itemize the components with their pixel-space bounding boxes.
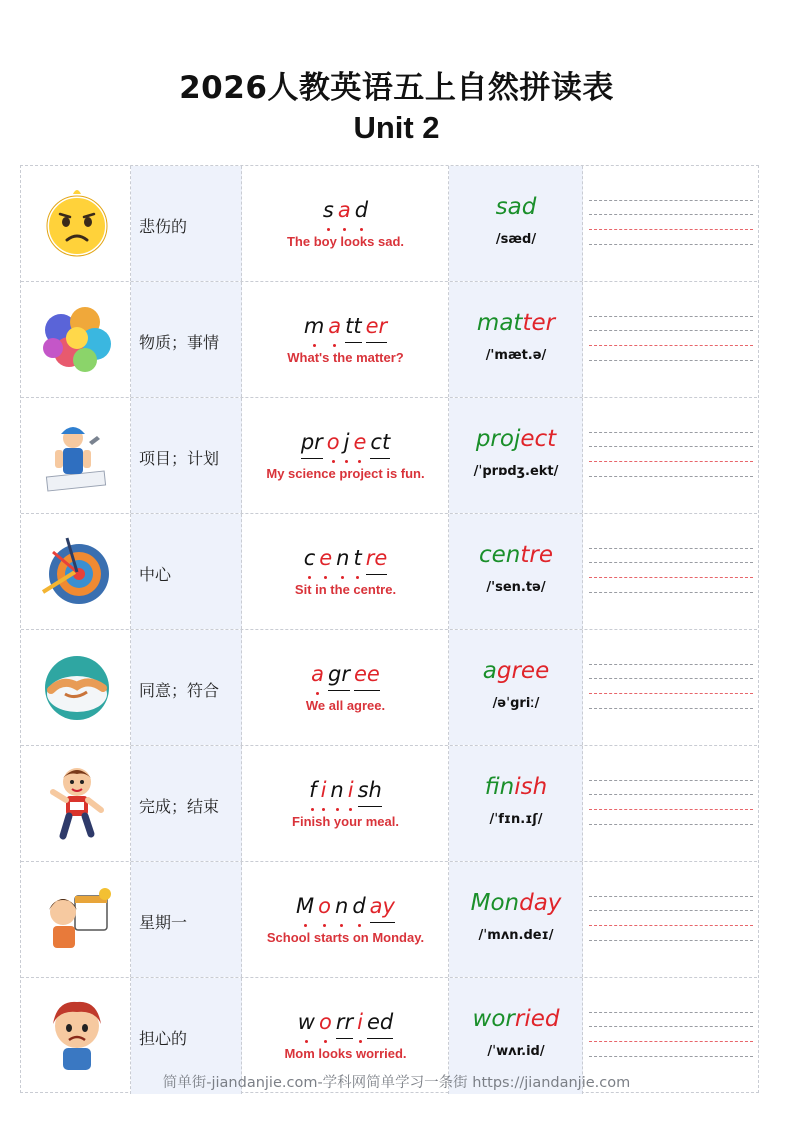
word-part: wor [472,1006,515,1032]
phonics-segment: a [328,314,342,338]
phonics-segment: o [318,1010,332,1034]
chinese-meaning: 项目；计划 [139,449,220,468]
word-cell [449,746,583,861]
word-part: sad [495,194,537,220]
word-part: gree [496,658,550,684]
writing-practice-area[interactable] [583,630,757,745]
phonics-segment: i [357,1010,363,1034]
phonics-breakdown [242,1010,449,1034]
chinese-meaning: 物质；事情 [139,333,220,352]
page-title: 2026人教英语五上自然拼读表 [179,70,614,106]
target-icon [39,532,115,612]
writing-guide-line [589,940,753,941]
word-part: a [482,658,497,684]
writing-guide-line [589,910,753,911]
picture-cell [21,862,131,977]
word-part: ish [514,774,548,800]
phonics-segment: o [326,430,340,454]
baseline-guide [589,577,753,578]
phonics-segment: a [337,198,351,222]
phonetic-transcription: /əˈgriː/ [492,696,540,711]
writing-guide-line [589,824,753,825]
word-cell [449,514,583,629]
table-row [21,398,757,514]
phonics-segment: ct [370,430,391,454]
handshake-icon [39,648,115,728]
baseline-guide [589,229,753,230]
picture-cell [21,514,131,629]
spelling-cell [242,746,449,861]
spelling-cell [242,862,449,977]
phonetic-transcription: /'sen.tə/ [486,580,546,595]
example-sentence: The boy looks sad. [286,234,405,249]
phonics-breakdown [242,778,449,802]
table-row [21,166,757,282]
phonics-segment: t [353,546,362,570]
writing-guide-line [589,562,753,563]
english-word [449,1006,583,1032]
phonics-breakdown [242,894,449,918]
english-word [449,426,583,452]
phonics-segment: f [309,778,317,802]
phonics-segment: ay [369,894,395,918]
writing-practice-area[interactable] [583,514,757,629]
meaning-cell [131,514,242,629]
phonics-breakdown [242,198,449,222]
phonics-segment: ee [354,662,380,686]
writing-guide-line [589,214,753,215]
phonics-segment: er [365,314,388,338]
phonics-segment: j [343,430,350,454]
phonics-segment: gr [328,662,350,686]
phonics-breakdown [242,314,449,338]
phonics-segment: re [365,546,388,570]
picture-cell [21,166,131,281]
picture-cell [21,630,131,745]
baseline-guide [589,1041,753,1042]
phonics-segment: i [347,778,354,802]
writing-guide-line [589,794,753,795]
spelling-cell [242,630,449,745]
phonics-segment: i [320,778,327,802]
meaning-cell [131,862,242,977]
unit-title: Unit 2 [353,110,440,145]
engineer-icon [39,416,115,496]
calendar-girl-icon [39,880,115,960]
sad-face-icon [39,184,115,264]
example-sentence: School starts on Monday. [266,930,425,945]
writing-practice-area[interactable] [583,282,757,397]
worried-kid-icon [39,996,115,1076]
word-cell [449,282,583,397]
phonics-segment: n [336,546,350,570]
baseline-guide [589,925,753,926]
writing-guide-line [589,678,753,679]
phonics-breakdown [242,546,449,570]
word-part: ect [520,426,557,452]
english-word [449,542,583,568]
writing-guide-line [589,664,753,665]
writing-guide-line [589,432,753,433]
word-cell [449,862,583,977]
phonics-segment: e [353,430,367,454]
phonics-segment: rr [335,1010,354,1034]
phonics-segment: a [311,662,325,686]
table-row [21,282,757,398]
phonics-segment: c [303,546,316,570]
example-sentence: My science project is fun. [266,466,425,481]
writing-practice-area[interactable] [583,166,757,281]
writing-guide-line [589,446,753,447]
english-word [449,194,583,220]
meaning-cell [131,398,242,513]
writing-guide-line [589,896,753,897]
phonics-segment: s [322,198,334,222]
chinese-meaning: 中心 [139,565,172,584]
table-row [21,746,757,862]
spelling-cell [242,398,449,513]
phonics-segment: d [352,894,366,918]
meaning-cell [131,282,242,397]
runner-icon [39,764,115,844]
chinese-meaning: 同意；符合 [139,681,220,700]
example-sentence: We all agree. [305,698,386,713]
phonics-segment: ed [366,1010,394,1034]
baseline-guide [589,461,753,462]
example-sentence: Finish your meal. [292,814,399,829]
writing-guide-line [589,708,753,709]
writing-guide-line [589,592,753,593]
phonetic-transcription: /ˈfɪn.ɪʃ/ [489,812,543,827]
example-sentence: Mom looks worried. [284,1046,407,1061]
word-part: proj [475,426,521,452]
writing-guide-line [589,200,753,201]
phonics-segment: m [303,314,325,338]
picture-cell [21,746,131,861]
chinese-meaning: 悲伤的 [139,217,188,236]
word-part: tre [520,542,553,568]
phonetic-transcription: /ˈmʌn.deɪ/ [478,928,554,943]
writing-guide-line [589,1026,753,1027]
speech-bubbles-icon [39,300,115,380]
phonics-segment: n [335,894,349,918]
chinese-meaning: 担心的 [139,1029,188,1048]
writing-guide-line [589,244,753,245]
writing-practice-area[interactable] [583,746,757,861]
word-part: Mon [470,890,520,916]
example-sentence: What's the matter? [287,350,404,365]
writing-guide-line [589,548,753,549]
phonics-breakdown [242,430,449,454]
phonetic-transcription: /ˈprɒdʒ.ekt/ [473,464,559,479]
baseline-guide [589,809,753,810]
english-word [449,774,583,800]
word-part: fin [484,774,515,800]
chinese-meaning: 星期一 [139,913,188,932]
meaning-cell [131,166,242,281]
english-word [449,890,583,916]
phonics-segment: n [330,778,344,802]
phonetic-transcription: /sæd/ [495,232,537,247]
phonetic-transcription: /'mæt.ə/ [485,348,547,363]
picture-cell [21,398,131,513]
word-part: ter [522,310,556,336]
word-part: cen [479,542,521,568]
phonics-segment: o [318,894,332,918]
writing-guide-line [589,330,753,331]
word-cell [449,166,583,281]
writing-guide-line [589,780,753,781]
english-word [449,658,583,684]
writing-guide-line [589,316,753,317]
phonics-segment: w [297,1010,315,1034]
word-cell [449,630,583,745]
example-sentence: Sit in the centre. [294,582,397,597]
phonics-table [20,165,759,1093]
phonics-segment: pr [300,430,323,454]
chinese-meaning: 完成；结束 [139,797,220,816]
word-cell [449,398,583,513]
picture-cell [21,282,131,397]
phonics-segment: d [354,198,369,222]
writing-guide-line [589,1056,753,1057]
meaning-cell [131,630,242,745]
phonetic-transcription: /ˈwʌr.id/ [487,1044,545,1059]
table-row [21,630,757,746]
writing-guide-line [589,476,753,477]
phonics-segment: tt [345,314,362,338]
spelling-cell [242,282,449,397]
baseline-guide [589,345,753,346]
phonics-breakdown [242,662,449,686]
writing-practice-area[interactable] [583,862,757,977]
spelling-cell [242,514,449,629]
word-part: mat [476,310,523,336]
phonics-segment: sh [357,778,382,802]
spelling-cell [242,166,449,281]
writing-practice-area[interactable] [583,398,757,513]
writing-guide-line [589,360,753,361]
writing-guide-line [589,1012,753,1013]
word-part: ried [514,1006,560,1032]
table-row [21,862,757,978]
table-row [21,514,757,630]
word-part: day [519,890,562,916]
english-word [449,310,583,336]
phonics-segment: M [296,894,315,918]
phonics-segment: e [319,546,333,570]
footer-watermark: 简单街-jiandanjie.com-学科网简单学习一条街 https://jiandanjie.com [162,1075,631,1091]
meaning-cell [131,746,242,861]
baseline-guide [589,693,753,694]
